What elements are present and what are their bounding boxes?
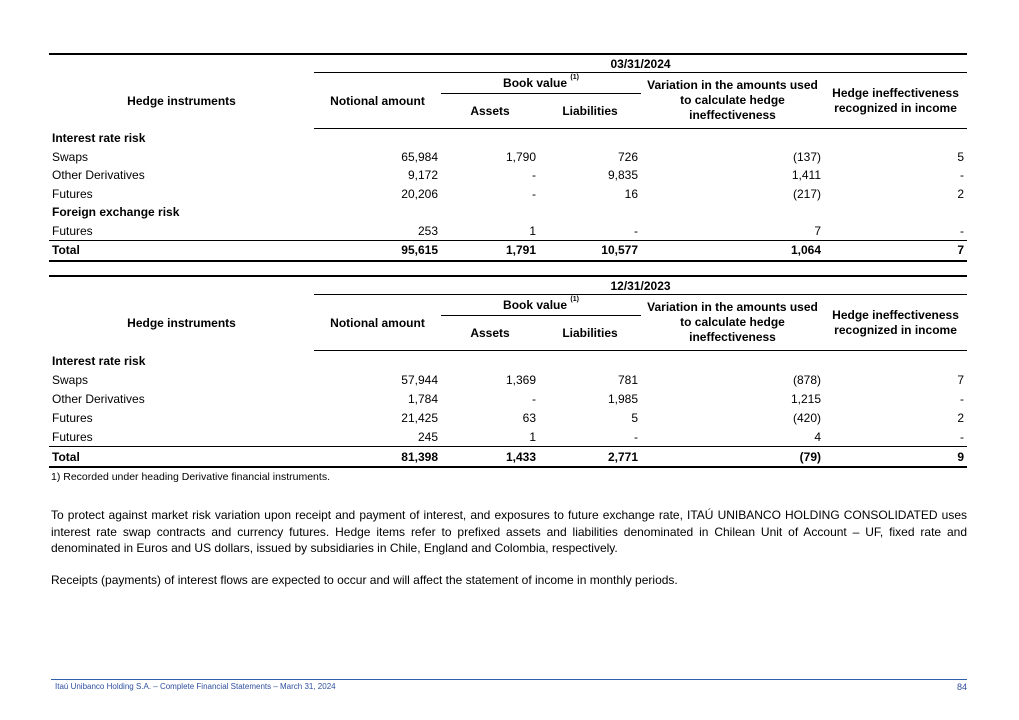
liabilities-value: 5: [631, 410, 638, 425]
row-label: Futures: [52, 186, 93, 201]
table-date: 12/31/2023: [314, 276, 967, 295]
variation-value: 1,411: [791, 168, 821, 183]
hedge-table-2024: [49, 53, 967, 262]
assets-value: 1: [529, 429, 536, 444]
paragraph-hedge-strategy: To protect against market risk variation upon receipt and payment of interest, and exposures to future exchange rate, ITAÚ UNIBANCO HOLDING CONSOLIDATED uses interest rate swap contracts and currency futures. Hedge items refer to prefixed assets and liabilities denominated in Chilean Unit of Account – UF, fixed rate and denominated in Euros and US dollars, issued by subsidiaries in Chile, England and Colombia, respectively.: [51, 508, 967, 555]
liabilities-value: -: [634, 223, 638, 238]
footnote-ref: (1): [570, 74, 579, 81]
assets-value: 63: [522, 410, 536, 425]
total-liabilities: 10,577: [539, 241, 641, 261]
ineffectiveness-value: 2: [957, 410, 965, 425]
header-book-value-label: Book value: [503, 298, 568, 312]
table-row: [49, 166, 967, 185]
footnote-ref: (1): [570, 296, 579, 303]
table-row: [49, 185, 967, 204]
total-ineffectiveness: 7: [824, 241, 967, 261]
footer-document-title: Itaú Unibanco Holding S.A. – Complete Financial Statements – March 31, 2024: [55, 682, 336, 691]
header-variation: Variation in the amounts used to calculate hedge ineffectiveness: [641, 295, 824, 351]
section-foreign-exchange-risk: Foreign exchange risk: [52, 205, 180, 220]
row-label: Futures: [52, 223, 93, 238]
paragraph-interest-flows: Receipts (payments) of interest flows are expected to occur and will affect the statement of income in monthly periods.: [51, 573, 678, 587]
header-liabilities: Liabilities: [539, 316, 641, 351]
section-interest-rate-risk: Interest rate risk: [52, 131, 146, 146]
assets-value: -: [532, 391, 536, 406]
table-row: [49, 408, 967, 427]
notional-value: 20,206: [401, 186, 438, 201]
total-notional: 95,615: [314, 241, 441, 261]
header-hedge-instruments: Hedge instruments: [127, 93, 236, 108]
total-notional: 81,398: [314, 447, 441, 468]
liabilities-value: 726: [617, 149, 638, 164]
variation-value: (420): [792, 410, 821, 425]
table-row: [49, 370, 967, 389]
header-ineffectiveness: Hedge ineffectiveness recognized in income: [824, 73, 967, 129]
table-row: [49, 222, 967, 241]
notional-value: 9,172: [407, 168, 438, 183]
hedge-table-2023: [49, 275, 967, 468]
total-label: Total: [49, 241, 314, 261]
header-ineffectiveness: Hedge ineffectiveness recognized in income: [824, 295, 967, 351]
header-hedge-instruments: Hedge instruments: [127, 315, 236, 330]
table-row: [49, 389, 967, 408]
variation-value: (878): [792, 372, 821, 387]
row-label: Futures: [52, 410, 93, 425]
row-label: Futures: [52, 429, 93, 444]
ineffectiveness-value: 7: [957, 372, 965, 387]
liabilities-value: -: [634, 429, 638, 444]
variation-value: (217): [792, 186, 821, 201]
ineffectiveness-value: -: [960, 391, 965, 406]
header-liabilities: Liabilities: [539, 94, 641, 129]
variation-value: 4: [814, 429, 821, 444]
total-liabilities: 2,771: [539, 447, 641, 468]
liabilities-value: 16: [624, 186, 638, 201]
ineffectiveness-value: -: [960, 168, 965, 183]
total-row: [49, 241, 967, 261]
liabilities-value: 9,835: [607, 168, 638, 183]
assets-value: -: [532, 168, 536, 183]
header-book-value: [441, 295, 641, 316]
footnote: 1) Recorded under heading Derivative financial instruments.: [51, 471, 330, 483]
liabilities-value: 1,985: [607, 391, 638, 406]
header-assets: Assets: [441, 316, 539, 351]
table-row: [49, 427, 967, 447]
notional-value: 1,784: [407, 391, 438, 406]
header-book-value: [441, 73, 641, 94]
assets-value: 1,790: [505, 149, 536, 164]
table-date: 03/31/2024: [314, 54, 967, 73]
row-label: Other Derivatives: [52, 168, 145, 183]
ineffectiveness-value: 5: [957, 149, 965, 164]
header-variation: Variation in the amounts used to calculate hedge ineffectiveness: [641, 73, 824, 129]
liabilities-value: 781: [617, 372, 638, 387]
notional-value: 21,425: [401, 410, 438, 425]
total-ineffectiveness: 9: [824, 447, 967, 468]
footer-divider: [51, 679, 967, 680]
notional-value: 245: [417, 429, 438, 444]
variation-value: (137): [792, 149, 821, 164]
row-label: Other Derivatives: [52, 391, 145, 406]
total-assets: 1,433: [441, 447, 539, 468]
total-assets: 1,791: [441, 241, 539, 261]
header-notional-amount: Notional amount: [314, 295, 441, 351]
row-label: Swaps: [52, 372, 89, 387]
notional-value: 65,984: [401, 149, 438, 164]
assets-value: 1,369: [505, 372, 536, 387]
row-label: Swaps: [52, 149, 89, 164]
ineffectiveness-value: -: [960, 223, 965, 238]
ineffectiveness-value: 2: [957, 186, 965, 201]
table-row: [49, 148, 967, 167]
header-assets: Assets: [441, 94, 539, 129]
total-label: Total: [49, 447, 314, 468]
assets-value: 1: [529, 223, 536, 238]
assets-value: -: [532, 186, 536, 201]
notional-value: 253: [417, 223, 438, 238]
header-book-value-label: Book value: [503, 76, 568, 90]
variation-value: 7: [814, 223, 821, 238]
header-notional-amount: Notional amount: [314, 73, 441, 129]
section-interest-rate-risk: Interest rate risk: [52, 353, 146, 368]
total-variation: (79): [641, 447, 824, 468]
total-row: [49, 447, 967, 468]
variation-value: 1,215: [790, 391, 821, 406]
page-number: 84: [956, 682, 967, 692]
total-variation: 1,064: [641, 241, 824, 261]
notional-value: 57,944: [401, 372, 438, 387]
ineffectiveness-value: -: [960, 429, 965, 444]
